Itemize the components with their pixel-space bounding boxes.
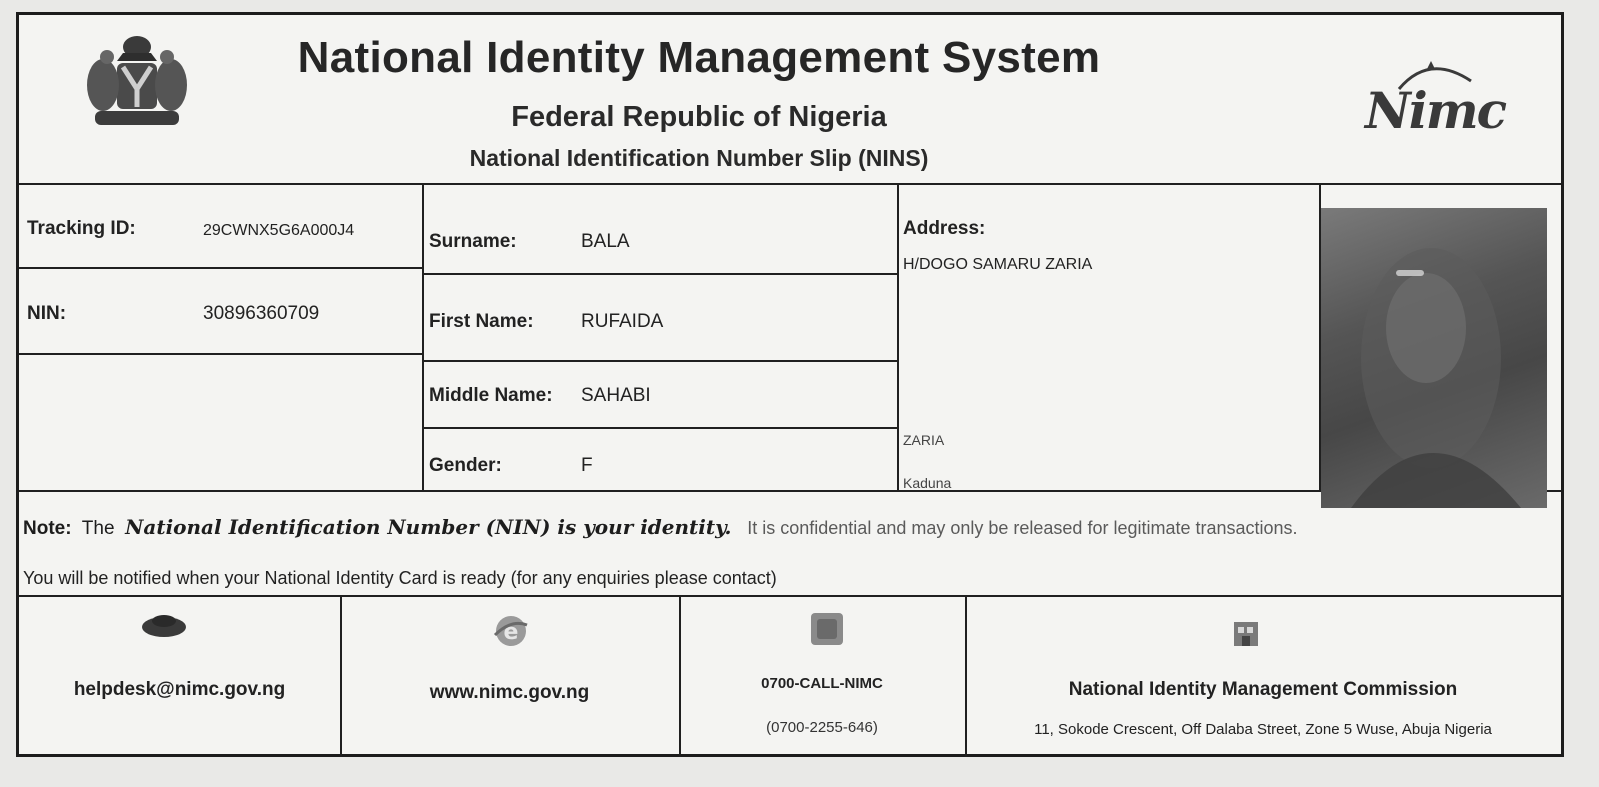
note-the: The <box>81 518 115 539</box>
page-subtitle: Federal Republic of Nigeria <box>511 101 887 133</box>
nin-value: 30896360709 <box>203 303 320 324</box>
organisation-name: National Identity Management Commission <box>1068 679 1458 700</box>
slip-title: National Identification Number Slip (NINS) <box>469 145 929 171</box>
nin-slip <box>16 12 1564 757</box>
email-icon <box>139 612 189 638</box>
website-link[interactable]: www.nimc.gov.ng <box>429 682 590 703</box>
address-town: ZARIA <box>903 432 945 448</box>
building-icon <box>1233 620 1259 648</box>
notification-text: You will be notified when your National Identity Card is ready (for any enquiries please contact) <box>23 568 777 588</box>
middle-name-value: SAHABI <box>581 385 651 406</box>
nimc-logo-text: Nimc <box>1365 81 1506 140</box>
page-title: National Identity Management System <box>297 33 1101 82</box>
middle-name-label: Middle Name: <box>429 385 553 406</box>
phone-digits[interactable]: (0700-2255-646) <box>766 719 878 736</box>
first-name-label: First Name: <box>429 311 534 332</box>
address-state: Kaduna <box>903 475 952 491</box>
gender-value: F <box>581 455 593 476</box>
passport-photo <box>1321 208 1547 508</box>
tracking-id-value: 29CWNX5G6A000J4 <box>203 222 355 239</box>
note-line <box>23 515 1298 540</box>
gender-label: Gender: <box>429 455 502 476</box>
nimc-logo <box>1359 51 1506 141</box>
phone-icon <box>809 611 845 647</box>
address-line: H/DOGO SAMARU ZARIA <box>903 256 1093 273</box>
note-prefix: Note: <box>23 518 72 539</box>
tracking-id-label: Tracking ID: <box>27 218 136 239</box>
phone-number[interactable]: 0700-CALL-NIMC <box>761 675 883 692</box>
note-emphasis: National Identification Number (NIN) is your identity. <box>125 515 732 539</box>
helpdesk-email[interactable]: helpdesk@nimc.gov.ng <box>73 679 286 700</box>
nin-label: NIN: <box>27 303 67 324</box>
first-name-value: RUFAIDA <box>581 311 664 332</box>
surname-value: BALA <box>581 231 630 252</box>
organisation-address: 11, Sokode Crescent, Off Dalaba Street, Zone 5 Wuse, Abuja Nigeria <box>1034 721 1492 738</box>
surname-label: Surname: <box>429 231 517 252</box>
address-label: Address: <box>903 218 986 239</box>
svg-text:e: e <box>503 620 519 645</box>
web-browser-icon <box>491 611 531 651</box>
note-rest: It is confidential and may only be released for legitimate transactions. <box>747 518 1298 538</box>
